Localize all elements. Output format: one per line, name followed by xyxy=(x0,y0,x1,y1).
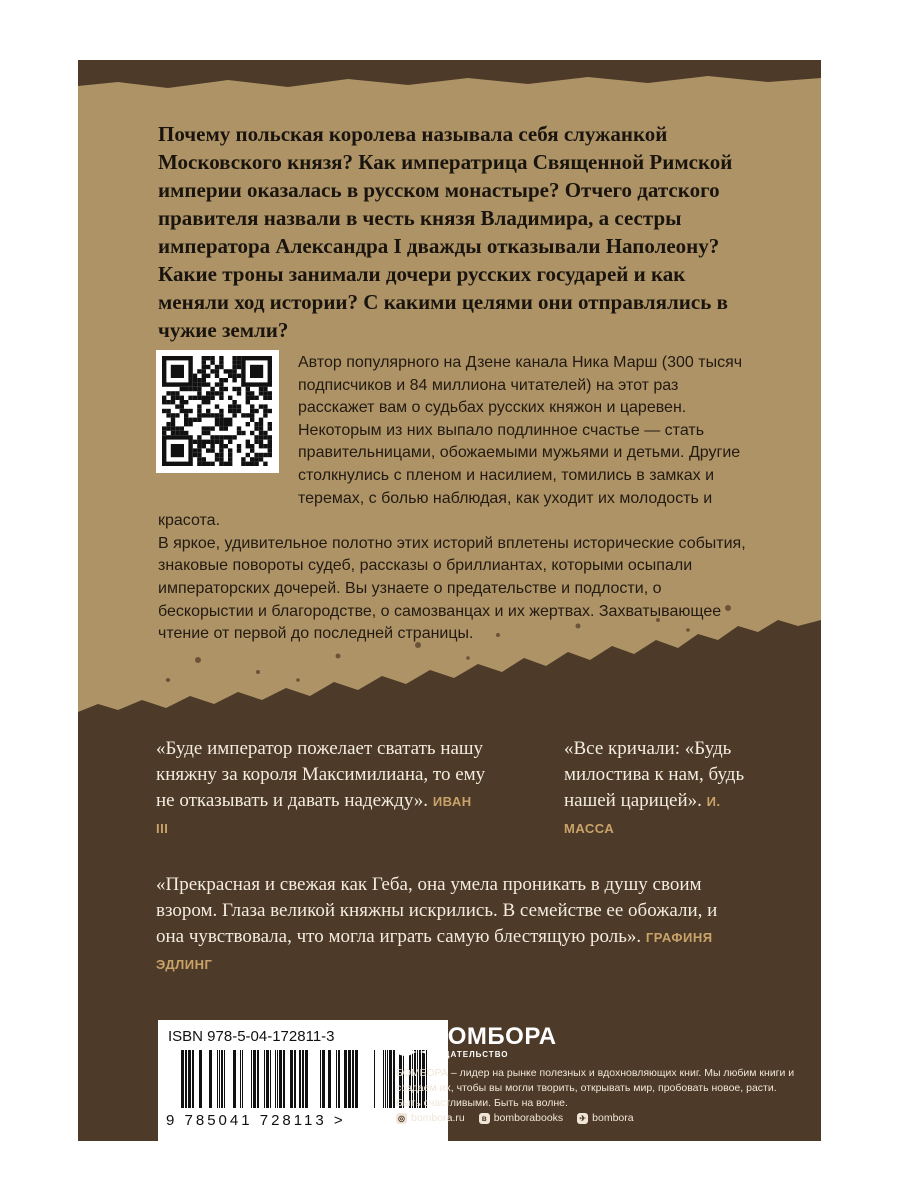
teaser-question: Отчего датского правителя назвали в честь князя Владимира, а сестры императора Александра I дважды отказывали Наполеону? xyxy=(158,178,720,258)
quote-edling xyxy=(156,872,746,978)
publisher-logo-text: БОМБОРА xyxy=(430,1023,557,1050)
social-label: bombora.ru xyxy=(411,1112,465,1124)
publisher-logo-subtitle: ИЗДАТЕЛЬСТВО xyxy=(431,1050,509,1059)
quote-text: «Все кричали: «Будь милостива к нам, будь нашей царицей». xyxy=(564,738,745,811)
description-paragraph-1: Автор популярного на Дзене канала Ника Марш (300 тысяч подписчиков и 84 миллиона читателей) на этот раз расскажет вам о судьбах русских княжон и царевен. Некоторым из них выпало подлинное счастье — стать правительницами, обожаемыми мужьями и детьми. Другие столкнулись с пленом и насилием, томились в замках и теремах, с болью наблюдая, как уходит их молодость и красота. xyxy=(158,354,743,530)
isbn-number: ISBN 978-5-04-172811-3 xyxy=(168,1028,335,1045)
telegram-icon: ✈ xyxy=(577,1113,588,1124)
teaser-question: Почему польская королева называла себя служанкой Московского князя? xyxy=(158,122,668,174)
publisher-description: БОМБОРА – лидер на рынке полезных и вдохновляющих книг. Мы любим книги и создаем их, чтобы вы могли творить, открывать мир, пробовать новое, расти. Быть счастливыми. Быть на волне. xyxy=(396,1067,795,1109)
quote-text: «Прекрасная и свежая как Геба, она умела проникать в душу своим взором. Глаза великой княжны искрились. В семействе ее обожали, и она чувствовала, что могла играть самую блестящую роль». xyxy=(156,874,718,947)
publisher-socials xyxy=(396,1112,796,1124)
ean-digits: 9 785041 728113 > xyxy=(166,1112,346,1129)
quote-ivan-iii xyxy=(156,736,486,842)
bombora-logo-icon xyxy=(396,1018,428,1062)
social-link-vk[interactable] xyxy=(479,1112,563,1124)
book-back-cover xyxy=(78,60,821,1141)
social-label: bomborabooks xyxy=(493,1112,564,1124)
quote-author: ГРАФИНЯ ЭДЛИНГ xyxy=(156,930,713,972)
teaser-question: Как императрица Священной Римской империи оказалась в русском монастыре? xyxy=(158,150,733,202)
quote-author: ИВАН III xyxy=(156,794,472,836)
quote-text: «Буде император пожелает сватать нашу княжну за короля Максимилиана, то ему не отказывать и давать надежду». xyxy=(156,738,486,811)
social-label: bombora xyxy=(592,1112,634,1124)
book-description xyxy=(158,352,758,646)
quote-author: И. МАССА xyxy=(564,794,721,836)
teaser-question: С какими целями они отправлялись в чужие земли? xyxy=(158,290,728,342)
instagram-icon: ◎ xyxy=(396,1113,407,1124)
social-link-telegram[interactable] xyxy=(577,1112,633,1124)
teaser-question: Какие троны занимали дочери русских государей и как меняли ход истории? xyxy=(158,262,686,314)
vk-icon: в xyxy=(479,1113,490,1124)
teaser-questions xyxy=(158,120,758,344)
description-paragraph-2: В яркое, удивительное полотно этих историй вплетены исторические события, знаковые повороты судеб, рассказы о бриллиантах, которыми осыпали императорских дочерей. Вы узнаете о предательстве и подлости, о бескорыстии и благородстве, о самозванцах и их жертвах. Захватывающее чтение от первой до последней страницы. xyxy=(158,534,746,643)
social-link-site[interactable] xyxy=(396,1112,465,1124)
quote-massa xyxy=(564,736,764,842)
